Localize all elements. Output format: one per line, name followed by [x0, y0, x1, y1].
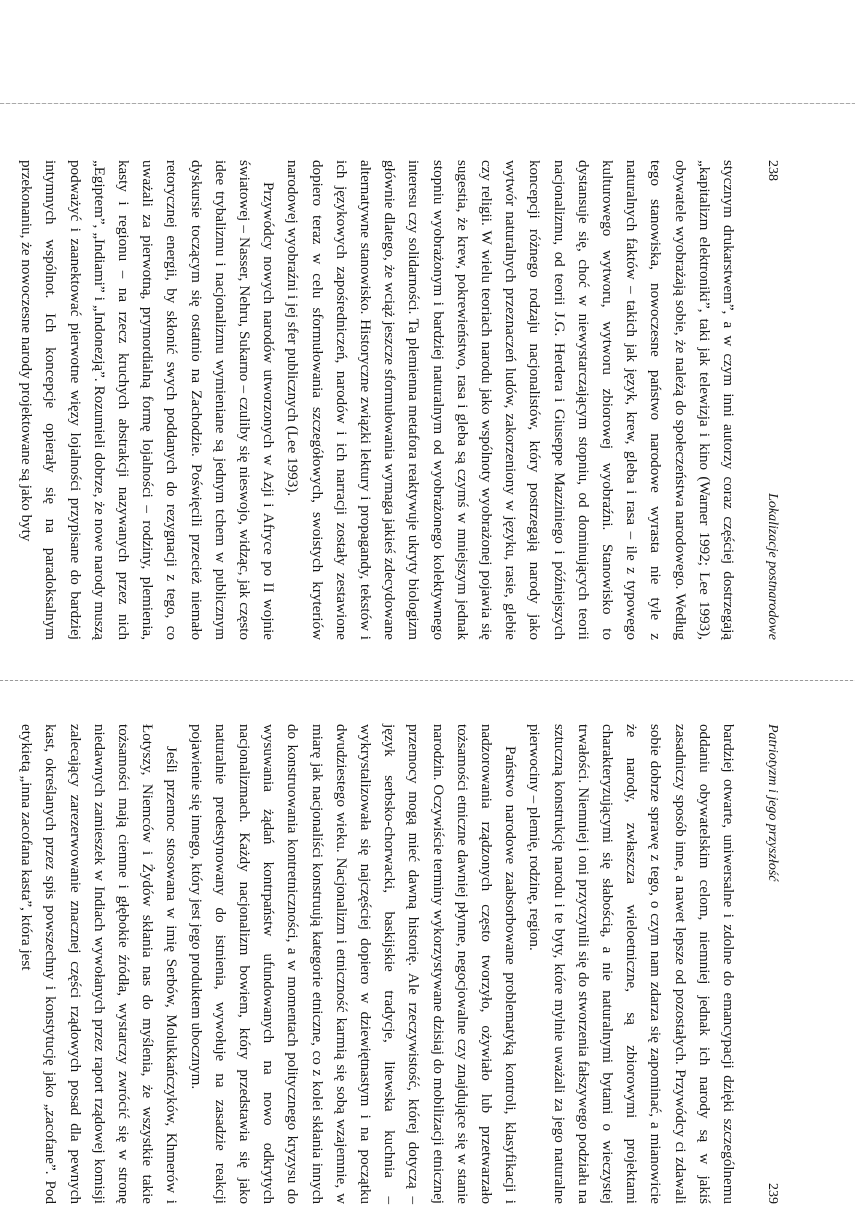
running-header: [758, 724, 780, 1204]
running-title: Lokalizacje postnarodowe: [765, 493, 780, 640]
body-paragraph: stycznym drukarstwem”, a w czym inni autorzy coraz częściej dostrzegają „kapitalizm elektroniki”, taki jak telewizja i kino (Warner 1992; Lee 1993), obywatele wyobrażają sobie, że należą do społeczeństwa narodowego. Według tego stanowiska, nowoczesne państwo narodowe wyrasta nie tyle z naturalnych faktów – takich jak język, krew, gleba i rasa – ile z typowego kulturowego wytworu, wytworu zbiorowej wyobraźni. Stanowisko to dystansuje się, choć w niewystarczającym stopniu, od dominujących teorii nacjonalizmu, od teorii J.G. Herdera i Giuseppe Mazziniego i późniejszych koncepcji różnego rodzaju nacjonalistów, który postrzegają narody jako wytwór naturalnych przeznaczeń ludów, zakorzeniony w języku, rasie, glebie czy religii. W wielu teoriach narodu jako wspólnoty wyobrażonej pojawia się sugestia, że krew, pokrewieństwo, rasa i gleba są czymś w mniejszym jednak stopniu wyobrażonym i bardziej naturalnym od wyobrażonego kolektywnego interesu czy solidarności. Ta plemienna metafora reaktywuje ukryty biologizm głównie dlatego, że wciąż jeszcze sformułowania wymaga jakieś zdecydowane alternatywne stanowisko. Historyczne związki lektury i propagandy, tekstów i ich językowych zapośredniczeń, narodów i ich narracji zostały zestawione dopiero teraz w celu sformułowania szczegółowych, swoistych kryteriów narodowej wyobraźni i jej sfer publicznych (Lee 1993).: [284, 160, 736, 640]
body-paragraph: Jeśli przemoc stosowana w imię Serbów, Molukkańczyków, Khmerów i Łotyszy, Niemców i Żydów skłania nas do myślenia, że wszystkie takie tożsamości mają ciemne i głębokie źródła, wystarczy zwrócić się w stronę niedawnych zamieszek w Indiach wywołanych przez raport rządowej komisji zalecający zarezerwowanie znacznej części rządowych posad dla pewnych kast, określanych przez spis powszechny i konstytucję jako „zacofane”. Pod etykietą „inna zacofana kasta”, która jest: [18, 724, 180, 1204]
page-number: 238: [765, 160, 780, 181]
body-paragraph: bardziej otwarte, uniwersalne i zdolne do emancypacji dzięki szczególnemu oddaniu obywatelskim celom, niemniej jednak ich narody są w jakiś zasadniczy sposób inne, a nawet lepsze od pozostałych. Przywódcy ci zdawali sobie dobrze sprawę z tego, o czym nam zdarza się zapominać, a mianowicie że narody, zwłaszcza wieloetniczne, są zbiorowymi projektami charakteryzującymi się słabością, a nie naturalnymi bytami o wieczystej trwałości. Niemniej i oni przyczynili się do stworzenia fałszywego podziału na sztuczną konstrukcję narodu i te byty, które mylnie uważali za jego naturalne pierwociny – plemię, rodzinę, region.: [526, 724, 736, 1204]
book-spine-divider: [0, 680, 855, 681]
running-header: [758, 160, 780, 640]
body-paragraph: Państwo narodowe zaabsorbowane problematyką kontroli, klasyfikacji i nadzorowania rządzonych często tworzyło, ożywiało lub przetwarzało tożsamości etniczne dawniej płynne, negocjowalne czy znajdujące się w stanie narodzin. Oczywiście terminy wykorzystywane dzisiaj do mobilizacji etnicznej przemocy mogą mieć dawną historię. Ale rzeczywistość, której dotyczą – język serbsko-chorwacki, baskijskie tradycje, litewska kuchnia – wykrystalizowała się najczęściej dopiero w dziewiętnastym i na początku dwudziestego wieku. Nacjonalizm i etniczność karmią się sobą wzajemnie, w miarę jak nacjonaliści konstruują kategorie etniczne, co z kolei skłania innych do konstruowania kontretniczności, a w momentach politycznego kryzysu do wysuwania żądań kontrpaństw ufundowanych na nowo odkrytych nacjonalizmach. Każdy nacjonalizm bowiem, który przedstawia się jako naturalnie predestynowany do istnienia, wywołuje na zasadzie reakcji pojawienie się innego, który jest jego produktem ubocznym.: [187, 724, 519, 1204]
right-page: [18, 724, 780, 1204]
left-page: [18, 160, 780, 640]
page-number: 239: [765, 1183, 780, 1204]
scan-edge-line: [0, 103, 855, 104]
running-title: Patriotyzm i jego przyszłość: [765, 724, 780, 882]
body-paragraph: Przywódcy nowych narodów utworzonych w Azji i Afryce po II wojnie światowej – Nasser, Nehru, Sukarno – czuliby się nieswojo, widząc, jak często idee trybalizmu i nacjonalizmu wymieniane są jednym tchem w publicznym dyskursie toczącym się ostatnio na Zachodzie. Poświęcili przecież niemało retorycznej energii, by skłonić swych poddanych do rezygnacji z tego, co uważali za pierwotną, prymordialną formę lojalności – rodziny, plemienia, kasty i regionu – na rzecz kruchych abstrakcji nazywanych przez nich „Egiptem”, „Indiami” i „Indonezją”. Rozumieli dobrze, że nowe narody muszą podważyć i zaanektować pierwotne więzy lojalności przypisane do bardziej intymnych wspólnot. Ich koncepcje opierały się na paradoksalnym przekonaniu, że nowoczesne narody projektowane są jako byty: [18, 160, 277, 640]
